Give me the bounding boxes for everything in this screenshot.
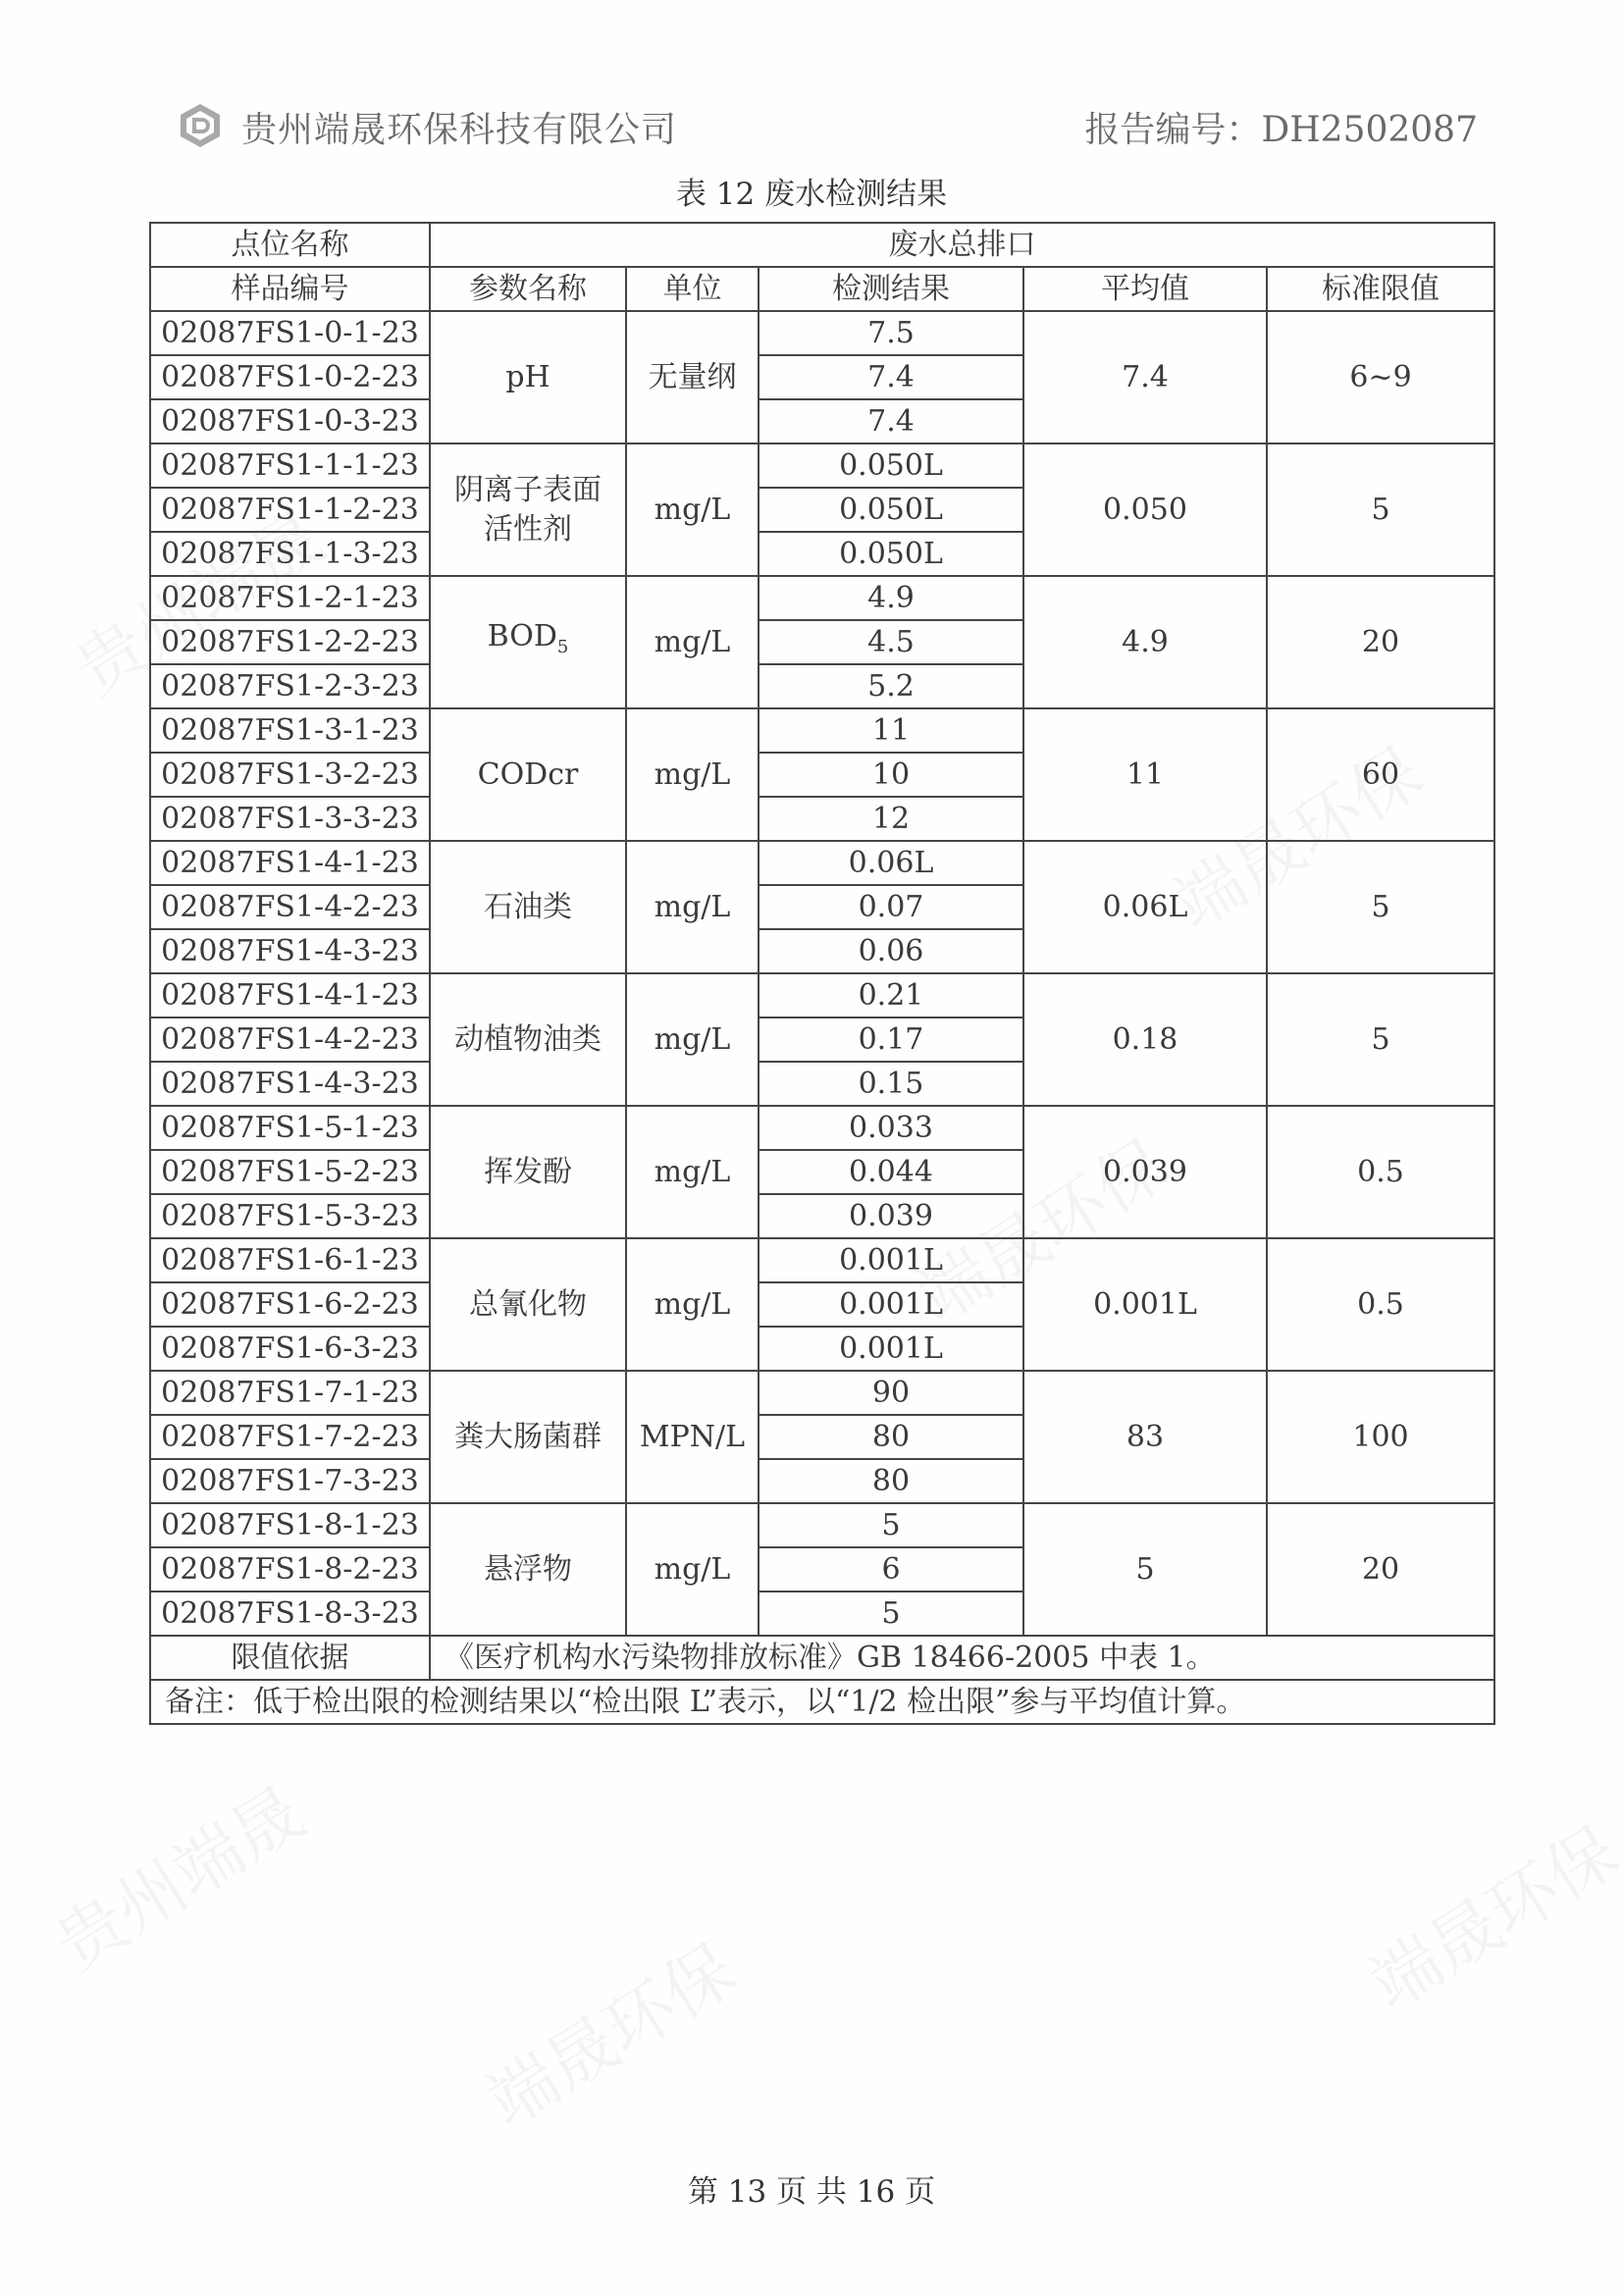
- parameter-cell: [430, 1238, 626, 1371]
- parameter-cell: [430, 841, 626, 973]
- limit-cell: 0.5: [1267, 1106, 1494, 1238]
- parameter-name: 粪大肠菌群: [454, 1419, 602, 1454]
- sample-id-cell: 02087FS1-1-3-23: [150, 532, 430, 576]
- result-cell: 7.5: [759, 311, 1023, 355]
- sample-id-cell: 02087FS1-7-1-23: [150, 1371, 430, 1415]
- result-cell: 0.050L: [759, 444, 1023, 488]
- sample-id-cell: 02087FS1-3-1-23: [150, 708, 430, 753]
- unit-cell: mg/L: [626, 444, 759, 576]
- col-header-limit: 标准限值: [1267, 267, 1494, 311]
- result-cell: 4.5: [759, 620, 1023, 664]
- sample-id-cell: 02087FS1-2-1-23: [150, 576, 430, 620]
- company-name: 贵州端晟环保科技有限公司: [241, 110, 678, 150]
- parameter-name: pH: [505, 359, 550, 394]
- parameter-name: BOD: [487, 619, 557, 653]
- table-row: [150, 1106, 1494, 1150]
- limit-cell: 5: [1267, 444, 1494, 576]
- result-cell: 12: [759, 797, 1023, 841]
- result-cell: 0.17: [759, 1018, 1023, 1062]
- result-cell: 0.039: [759, 1194, 1023, 1238]
- table-row: [150, 576, 1494, 620]
- sample-id-cell: 02087FS1-3-3-23: [150, 797, 430, 841]
- parameter-name: 悬浮物: [484, 1551, 572, 1587]
- average-cell: 0.18: [1023, 973, 1267, 1106]
- col-header-average: 平均值: [1023, 267, 1267, 311]
- sample-id-cell: 02087FS1-4-1-23: [150, 841, 430, 885]
- result-cell: 0.07: [759, 885, 1023, 929]
- result-cell: 4.9: [759, 576, 1023, 620]
- unit-cell: mg/L: [626, 576, 759, 708]
- sample-id-cell: 02087FS1-8-2-23: [150, 1547, 430, 1592]
- wastewater-results-table: [149, 222, 1495, 1725]
- sample-id-cell: 02087FS1-4-2-23: [150, 885, 430, 929]
- sample-id-cell: 02087FS1-4-3-23: [150, 929, 430, 973]
- col-header-result: 检测结果: [759, 267, 1023, 311]
- average-cell: 0.001L: [1023, 1238, 1267, 1371]
- parameter-cell: [430, 444, 626, 576]
- table-row: [150, 311, 1494, 355]
- sample-id-cell: 02087FS1-6-2-23: [150, 1282, 430, 1327]
- note-row: [150, 1680, 1494, 1724]
- limit-cell: 20: [1267, 576, 1494, 708]
- result-cell: 0.001L: [759, 1282, 1023, 1327]
- result-cell: 0.044: [759, 1150, 1023, 1194]
- average-cell: 7.4: [1023, 311, 1267, 444]
- table-row: [150, 1503, 1494, 1547]
- sample-id-cell: 02087FS1-6-3-23: [150, 1327, 430, 1371]
- sample-id-cell: 02087FS1-5-2-23: [150, 1150, 430, 1194]
- sample-id-cell: 02087FS1-2-2-23: [150, 620, 430, 664]
- result-cell: 11: [759, 708, 1023, 753]
- column-header-row: [150, 267, 1494, 311]
- limit-cell: 0.5: [1267, 1238, 1494, 1371]
- col-header-parameter: 参数名称: [430, 267, 626, 311]
- parameter-name: CODcr: [477, 757, 579, 792]
- sample-id-cell: 02087FS1-1-1-23: [150, 444, 430, 488]
- average-cell: 0.06L: [1023, 841, 1267, 973]
- watermark: [34, 1759, 320, 1989]
- point-label: 点位名称: [150, 223, 430, 267]
- limit-cell: 100: [1267, 1371, 1494, 1503]
- sample-id-cell: 02087FS1-8-1-23: [150, 1503, 430, 1547]
- average-cell: 0.039: [1023, 1106, 1267, 1238]
- table-row: [150, 444, 1494, 488]
- parameter-cell: [430, 311, 626, 444]
- basis-value: 《医疗机构水污染物排放标准》GB 18466-2005 中表 1。: [430, 1636, 1494, 1680]
- result-cell: 5: [759, 1503, 1023, 1547]
- sample-id-cell: 02087FS1-7-3-23: [150, 1459, 430, 1503]
- table-row: [150, 1238, 1494, 1282]
- sample-id-cell: 02087FS1-2-3-23: [150, 664, 430, 708]
- sample-id-cell: 02087FS1-3-2-23: [150, 753, 430, 797]
- col-header-unit: 单位: [626, 267, 759, 311]
- result-cell: 7.4: [759, 399, 1023, 444]
- average-cell: 83: [1023, 1371, 1267, 1503]
- col-header-sample-id: 样品编号: [150, 267, 430, 311]
- unit-cell: mg/L: [626, 1106, 759, 1238]
- unit-cell: mg/L: [626, 973, 759, 1106]
- result-cell: 0.21: [759, 973, 1023, 1018]
- parameter-cell: [430, 576, 626, 708]
- watermark: [1349, 1799, 1623, 2028]
- unit-cell: MPN/L: [626, 1371, 759, 1503]
- unit-cell: mg/L: [626, 1238, 759, 1371]
- sample-id-cell: 02087FS1-6-1-23: [150, 1238, 430, 1282]
- unit-cell: mg/L: [626, 1503, 759, 1636]
- note-text: 备注：低于检出限的检测结果以“检出限 L”表示，以“1/2 检出限”参与平均值计算。: [150, 1680, 1494, 1724]
- point-row: [150, 223, 1494, 267]
- limit-cell: 5: [1267, 841, 1494, 973]
- page-number: 第 13 页 共 16 页: [687, 2174, 936, 2210]
- company-logo-icon: [177, 102, 224, 149]
- result-cell: 0.06L: [759, 841, 1023, 885]
- result-cell: 0.033: [759, 1106, 1023, 1150]
- limit-cell: 60: [1267, 708, 1494, 841]
- sample-id-cell: 02087FS1-5-1-23: [150, 1106, 430, 1150]
- point-value: 废水总排口: [430, 223, 1494, 267]
- result-cell: 5.2: [759, 664, 1023, 708]
- report-number: 报告编号：DH2502087: [1084, 110, 1478, 150]
- parameter-name: 总氰化物: [469, 1286, 587, 1322]
- unit-cell: mg/L: [626, 708, 759, 841]
- table-row: [150, 973, 1494, 1018]
- parameter-name: 动植物油类: [454, 1021, 602, 1057]
- result-cell: 0.001L: [759, 1238, 1023, 1282]
- result-cell: 7.4: [759, 355, 1023, 399]
- result-cell: 80: [759, 1415, 1023, 1459]
- unit-cell: mg/L: [626, 841, 759, 973]
- parameter-cell: [430, 973, 626, 1106]
- table-row: [150, 708, 1494, 753]
- sample-id-cell: 02087FS1-0-2-23: [150, 355, 430, 399]
- average-cell: 5: [1023, 1503, 1267, 1636]
- parameter-subscript: 5: [556, 637, 569, 657]
- parameter-name: 阴离子表面活性剂: [454, 472, 602, 547]
- result-cell: 90: [759, 1371, 1023, 1415]
- result-cell: 10: [759, 753, 1023, 797]
- result-cell: 80: [759, 1459, 1023, 1503]
- table-body: [150, 223, 1494, 1724]
- parameter-cell: [430, 1503, 626, 1636]
- sample-id-cell: 02087FS1-4-3-23: [150, 1062, 430, 1106]
- limit-cell: 20: [1267, 1503, 1494, 1636]
- table-row: [150, 1371, 1494, 1415]
- sample-id-cell: 02087FS1-4-1-23: [150, 973, 430, 1018]
- sample-id-cell: 02087FS1-0-1-23: [150, 311, 430, 355]
- average-cell: 4.9: [1023, 576, 1267, 708]
- result-cell: 0.06: [759, 929, 1023, 973]
- table-caption: 表 12 废水检测结果: [675, 177, 948, 212]
- parameter-name: 挥发酚: [484, 1154, 572, 1189]
- average-cell: 0.050: [1023, 444, 1267, 576]
- table-row: [150, 841, 1494, 885]
- average-cell: 11: [1023, 708, 1267, 841]
- sample-id-cell: 02087FS1-5-3-23: [150, 1194, 430, 1238]
- sample-id-cell: 02087FS1-8-3-23: [150, 1592, 430, 1636]
- sample-id-cell: 02087FS1-4-2-23: [150, 1018, 430, 1062]
- result-cell: 0.050L: [759, 488, 1023, 532]
- page-header: [177, 98, 1478, 153]
- parameter-cell: [430, 1371, 626, 1503]
- parameter-cell: [430, 708, 626, 841]
- result-cell: 6: [759, 1547, 1023, 1592]
- sample-id-cell: 02087FS1-7-2-23: [150, 1415, 430, 1459]
- result-cell: 0.050L: [759, 532, 1023, 576]
- unit-cell: 无量纲: [626, 311, 759, 444]
- result-cell: 0.001L: [759, 1327, 1023, 1371]
- result-cell: 5: [759, 1592, 1023, 1636]
- parameter-name: 石油类: [484, 889, 572, 924]
- basis-row: [150, 1636, 1494, 1680]
- sample-id-cell: 02087FS1-0-3-23: [150, 399, 430, 444]
- watermark: [466, 1916, 752, 2146]
- parameter-cell: [430, 1106, 626, 1238]
- limit-cell: 6~9: [1267, 311, 1494, 444]
- limit-cell: 5: [1267, 973, 1494, 1106]
- basis-label: 限值依据: [150, 1636, 430, 1680]
- sample-id-cell: 02087FS1-1-2-23: [150, 488, 430, 532]
- result-cell: 0.15: [759, 1062, 1023, 1106]
